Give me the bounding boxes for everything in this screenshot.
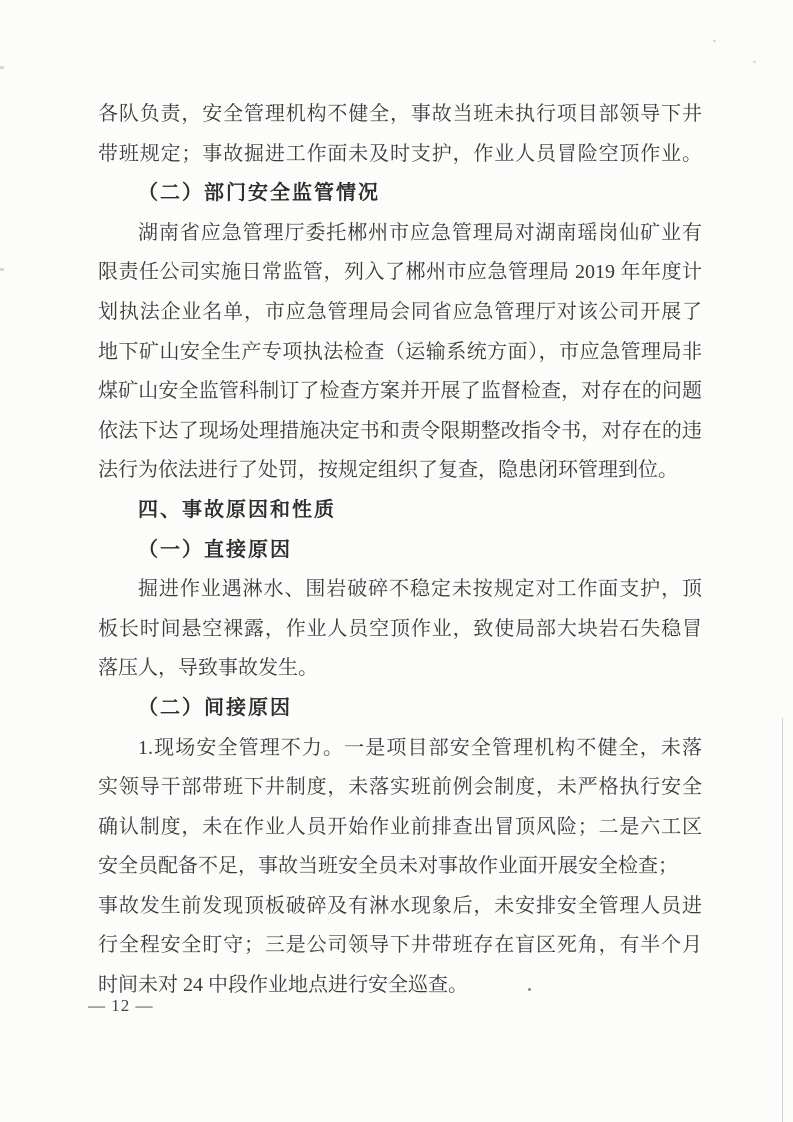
text-block [98, 95, 702, 1006]
heading-accident-cause-and-nature: 四、事故原因和性质 [138, 498, 336, 521]
scan-artifact-dot [528, 988, 531, 991]
text-line: 地下矿山安全生产专项执法检查（运输系统方面），市应急管理局非 [98, 340, 702, 363]
text-line: 落压人，导致事故发生。 [98, 657, 318, 680]
heading-direct-cause: （一）直接原因 [138, 538, 292, 561]
page-number: — 12 — [88, 996, 154, 1015]
text-line: 安全员配备不足，事故当班安全员未对事故作业面开展安全检查； [98, 855, 678, 878]
scan-artifact-vertical-line [782, 718, 783, 1122]
heading-indirect-cause: （二）间接原因 [138, 696, 292, 719]
text-line: 实领导干部带班下井制度，未落实班前例会制度，未严格执行安全 [98, 776, 702, 799]
text-line: 掘进作业遇淋水、围岩破碎不稳定未按规定对工作面支护，顶 [138, 578, 702, 601]
text-line: 划执法企业名单，市应急管理局会同省应急管理厅对该公司开展了 [98, 300, 702, 323]
text-line: 法行为依法进行了处罚，按规定组织了复查，隐患闭环管理到位。 [98, 459, 678, 482]
text-line: 湖南省应急管理厅委托郴州市应急管理局对湖南瑶岗仙矿业有 [138, 221, 702, 244]
text-line: 带班规定；事故掘进工作面未及时支护，作业人员冒险空顶作业。 [98, 142, 702, 165]
text-line: 限责任公司实施日常监管，列入了郴州市应急管理局 2019 年年度计 [98, 261, 702, 284]
scan-artifact-speck [713, 39, 717, 42]
heading-dept-safety-supervision: （二）部门安全监管情况 [138, 182, 380, 205]
text-line: 依法下达了现场处理措施决定书和责令限期整改指令书，对存在的违 [98, 419, 702, 442]
text-line: 煤矿山安全监管科制订了检查方案并开展了监督检查，对存在的问题 [98, 380, 702, 403]
text-line: 行全程安全盯守；三是公司领导下井带班存在盲区死角，有半个月 [98, 934, 702, 957]
text-line: 板长时间悬空裸露，作业人员空顶作业，致使局部大块岩石失稳冒 [98, 617, 702, 640]
scan-artifact-edge-tick [0, 268, 4, 271]
text-line: 时间未对 24 中段作业地点进行安全巡查。 [98, 974, 468, 997]
text-line: 1.现场安全管理不力。一是项目部安全管理机构不健全，未落 [138, 736, 702, 759]
scan-artifact-speck [753, 60, 757, 63]
text-line: 事故发生前发现顶板破碎及有淋水现象后，未安排安全管理人员进 [98, 894, 702, 917]
text-line: 确认制度，未在作业人员开始作业前排查出冒顶风险；二是六工区 [98, 815, 702, 838]
scan-artifact-edge-tick [0, 66, 4, 69]
text-line: 各队负责，安全管理机构不健全，事故当班未执行项目部领导下井 [98, 103, 702, 125]
